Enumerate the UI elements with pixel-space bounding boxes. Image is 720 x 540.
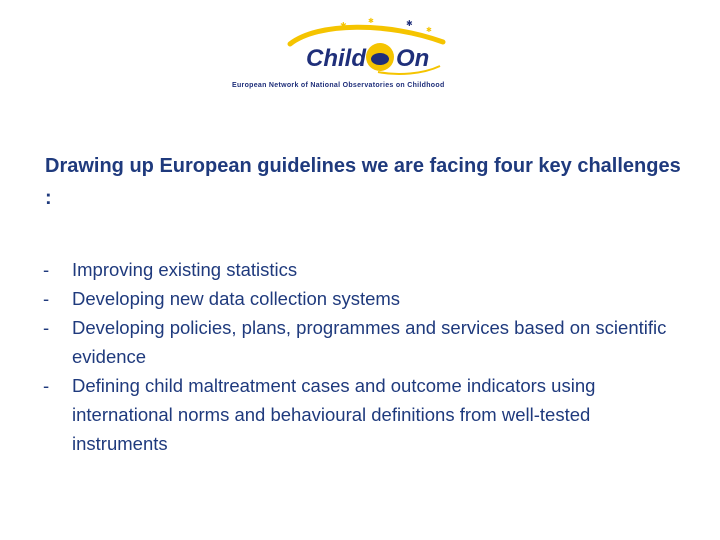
logo-star: ✱ xyxy=(426,27,432,34)
list-item xyxy=(43,313,683,371)
logo-wordmark: Child xyxy=(306,45,366,72)
list-item-text: Defining child maltreatment cases and outcome indicators using international norms and behavioural definitions from well-tested instruments xyxy=(72,375,596,454)
logo-eye xyxy=(371,53,389,65)
logo-swoosh xyxy=(290,27,443,44)
list-item xyxy=(43,284,683,313)
logo-star: ✱ xyxy=(406,19,413,28)
list-item-text: Developing new data collection systems xyxy=(72,288,401,309)
logo-wordmark-suffix: On xyxy=(396,45,430,72)
bullet-dash: - xyxy=(43,259,50,280)
logo-graphic xyxy=(228,14,508,84)
logo-subtitle: European Network of National Observatories on Childhood xyxy=(232,82,445,89)
logo-star: ✱ xyxy=(368,18,374,25)
bullet-dash: - xyxy=(43,317,50,338)
list-item xyxy=(43,371,683,458)
logo-star: ✱ xyxy=(340,21,347,30)
slide-heading: Drawing up European guidelines we are facing four key challenges : xyxy=(45,155,681,209)
childon-logo xyxy=(228,14,508,94)
challenges-list xyxy=(43,255,683,458)
bullet-dash: - xyxy=(43,375,50,396)
list-item xyxy=(43,255,683,284)
list-item-text: Improving existing statistics xyxy=(72,259,298,280)
list-item-text: Developing policies, plans, programmes and services based on scientific evidence xyxy=(72,317,667,367)
bullet-dash: - xyxy=(43,288,50,309)
